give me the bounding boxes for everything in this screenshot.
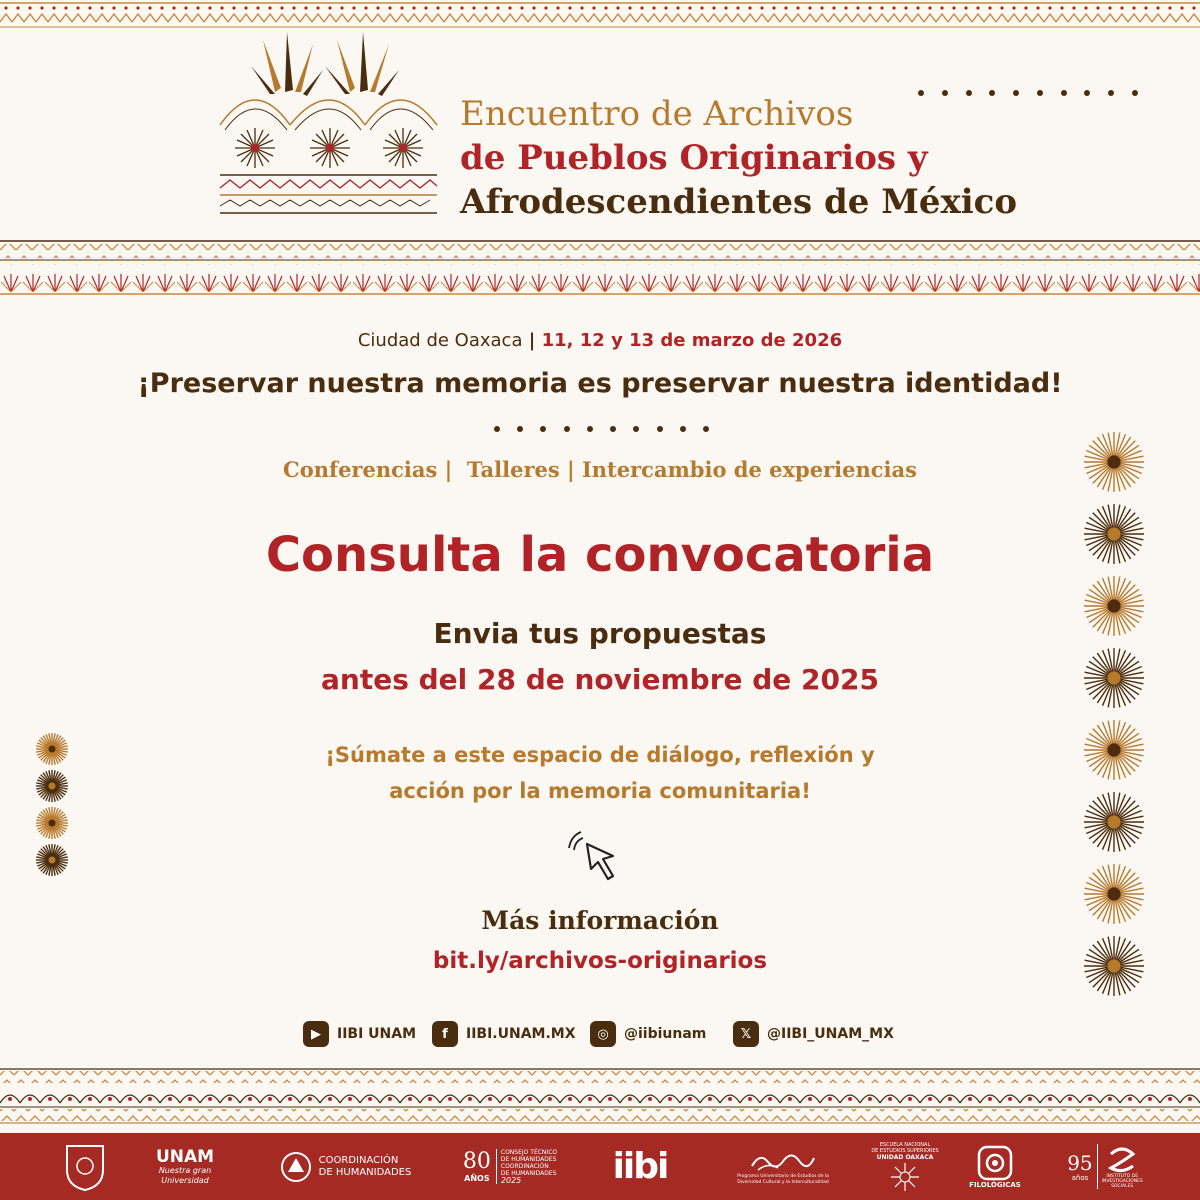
iis-number: 95 [1067, 1150, 1093, 1175]
cursor-click-icon [563, 826, 641, 888]
iis-logo [1055, 1133, 1155, 1200]
sunburst-icon [1084, 504, 1144, 564]
social-facebook-label: IIBI.UNAM.MX [466, 1026, 576, 1042]
youtube-icon: ▶ [303, 1021, 329, 1047]
sunburst-icon [1084, 720, 1144, 780]
filologicas-label: FILOLÓGICAS [969, 1180, 1021, 1189]
coord-line-1: COORDINACIÓN [318, 1154, 399, 1166]
unam-logo-sub: Nuestra gran Universidad [158, 1165, 212, 1185]
iis-line-1: INSTITUTO DE [1106, 1174, 1139, 1179]
consejo-line-1: CONSEJO TÉCNICO [500, 1149, 558, 1156]
title-line-2: de Pueblos Originarios y [460, 138, 928, 178]
activity-intercambio: Intercambio de experiencias [581, 457, 917, 482]
social-x[interactable] [733, 1020, 894, 1048]
activity-conferencias: Conferencias | [283, 457, 453, 482]
facebook-icon: f [432, 1021, 458, 1047]
event-separator: | [528, 330, 536, 351]
activities-line [0, 457, 1200, 482]
enes-oaxaca-logo [850, 1133, 960, 1200]
sunburst-icon [1084, 576, 1144, 636]
puic-line-1: Programa Universitario de Estudios de la [737, 1173, 829, 1179]
more-info-label: Más información [481, 906, 719, 935]
sunburst-icon [36, 807, 68, 839]
event-city: Ciudad de Oaxaca [357, 330, 523, 351]
cta-deadline: antes del 28 de noviembre de 2025 [321, 663, 879, 696]
top-border-pattern [0, 0, 1200, 30]
dots-decoration-middle [494, 426, 709, 432]
anos-label: AÑOS [464, 1174, 490, 1183]
sunburst-icon [1084, 432, 1144, 492]
unam-shield-logo [55, 1133, 115, 1200]
puic-logo [718, 1133, 848, 1200]
activity-separator: | [567, 457, 575, 482]
unam-logo [145, 1133, 225, 1200]
consejo-line-2: DE HUMANIDADES [500, 1156, 557, 1163]
consejo-line-3: COORDINACIÓN [500, 1163, 549, 1170]
event-title [460, 92, 1020, 224]
enes-line-3: UNIDAD OAXACA [876, 1153, 934, 1161]
social-facebook[interactable] [432, 1020, 576, 1048]
right-sunburst-column [1080, 430, 1150, 1010]
title-line-1: Encuentro de Archivos [460, 94, 854, 134]
consejo-tecnico-logo [455, 1133, 565, 1200]
social-instagram[interactable] [590, 1020, 706, 1048]
cta-invite-line-1: ¡Súmate a este espacio de diálogo, reflexión y [325, 743, 875, 767]
mid-border-pattern [0, 238, 1200, 300]
coord-line-2: DE HUMANIDADES [318, 1166, 412, 1178]
cta-invite [0, 737, 1200, 809]
dots-decoration-top [918, 90, 1138, 96]
iibi-logo [605, 1133, 675, 1200]
iis-anos: años [1071, 1173, 1089, 1182]
iis-line-2: INVESTIGACIONES [1101, 1179, 1143, 1184]
sunburst-icon [1084, 792, 1144, 852]
iibi-logo-text: iibi [612, 1146, 668, 1187]
coordinacion-humanidades-logo [275, 1133, 415, 1200]
anos-number: 80 [462, 1149, 491, 1174]
cta-invite-line-2: acción por la memoria comunitaria! [389, 779, 811, 803]
sunburst-icon [1084, 936, 1144, 996]
title-line-3: Afrodescendientes de México [460, 182, 1018, 222]
filologicas-logo [960, 1133, 1030, 1200]
social-instagram-label: @iibiunam [624, 1026, 707, 1042]
activity-talleres: Talleres [466, 457, 560, 482]
cta-headline: Consulta la convocatoria [265, 527, 935, 583]
sunburst-icon [1084, 864, 1144, 924]
event-slogan: ¡Preservar nuestra memoria es preservar nuestra identidad! [137, 368, 1063, 399]
enes-line-2: DE ESTUDIOS SUPERIORES [871, 1147, 939, 1154]
unam-logo-text: UNAM [155, 1146, 215, 1167]
iis-line-3: SOCIALES [1111, 1184, 1134, 1189]
social-x-label: @IIBI_UNAM_MX [767, 1026, 894, 1042]
consejo-year: 2025 [500, 1176, 522, 1185]
enes-line-1: ESCUELA NACIONAL [879, 1141, 931, 1148]
social-youtube-label: IIBI UNAM [337, 1026, 417, 1042]
consejo-line-4: DE HUMANIDADES [500, 1170, 557, 1177]
sunburst-icon [1084, 648, 1144, 708]
more-info-link[interactable]: bit.ly/archivos-originarios [432, 948, 768, 974]
social-youtube[interactable] [303, 1020, 416, 1048]
x-icon: 𝕏 [733, 1021, 759, 1047]
bottom-border-pattern [0, 1065, 1200, 1130]
puic-line-2: Diversidad Cultural y la Interculturalidad [737, 1179, 829, 1185]
cta-send-line: Envia tus propuestas [433, 617, 767, 650]
instagram-icon: ◎ [590, 1021, 616, 1047]
sunburst-icon [36, 844, 68, 876]
sunburst-icon [36, 770, 68, 802]
event-dates: 11, 12 y 13 de marzo de 2026 [541, 330, 843, 351]
left-sunburst-column [32, 730, 72, 880]
event-location-date [0, 330, 1200, 351]
sunburst-icon [36, 733, 68, 765]
event-logo-emblem [215, 30, 445, 215]
